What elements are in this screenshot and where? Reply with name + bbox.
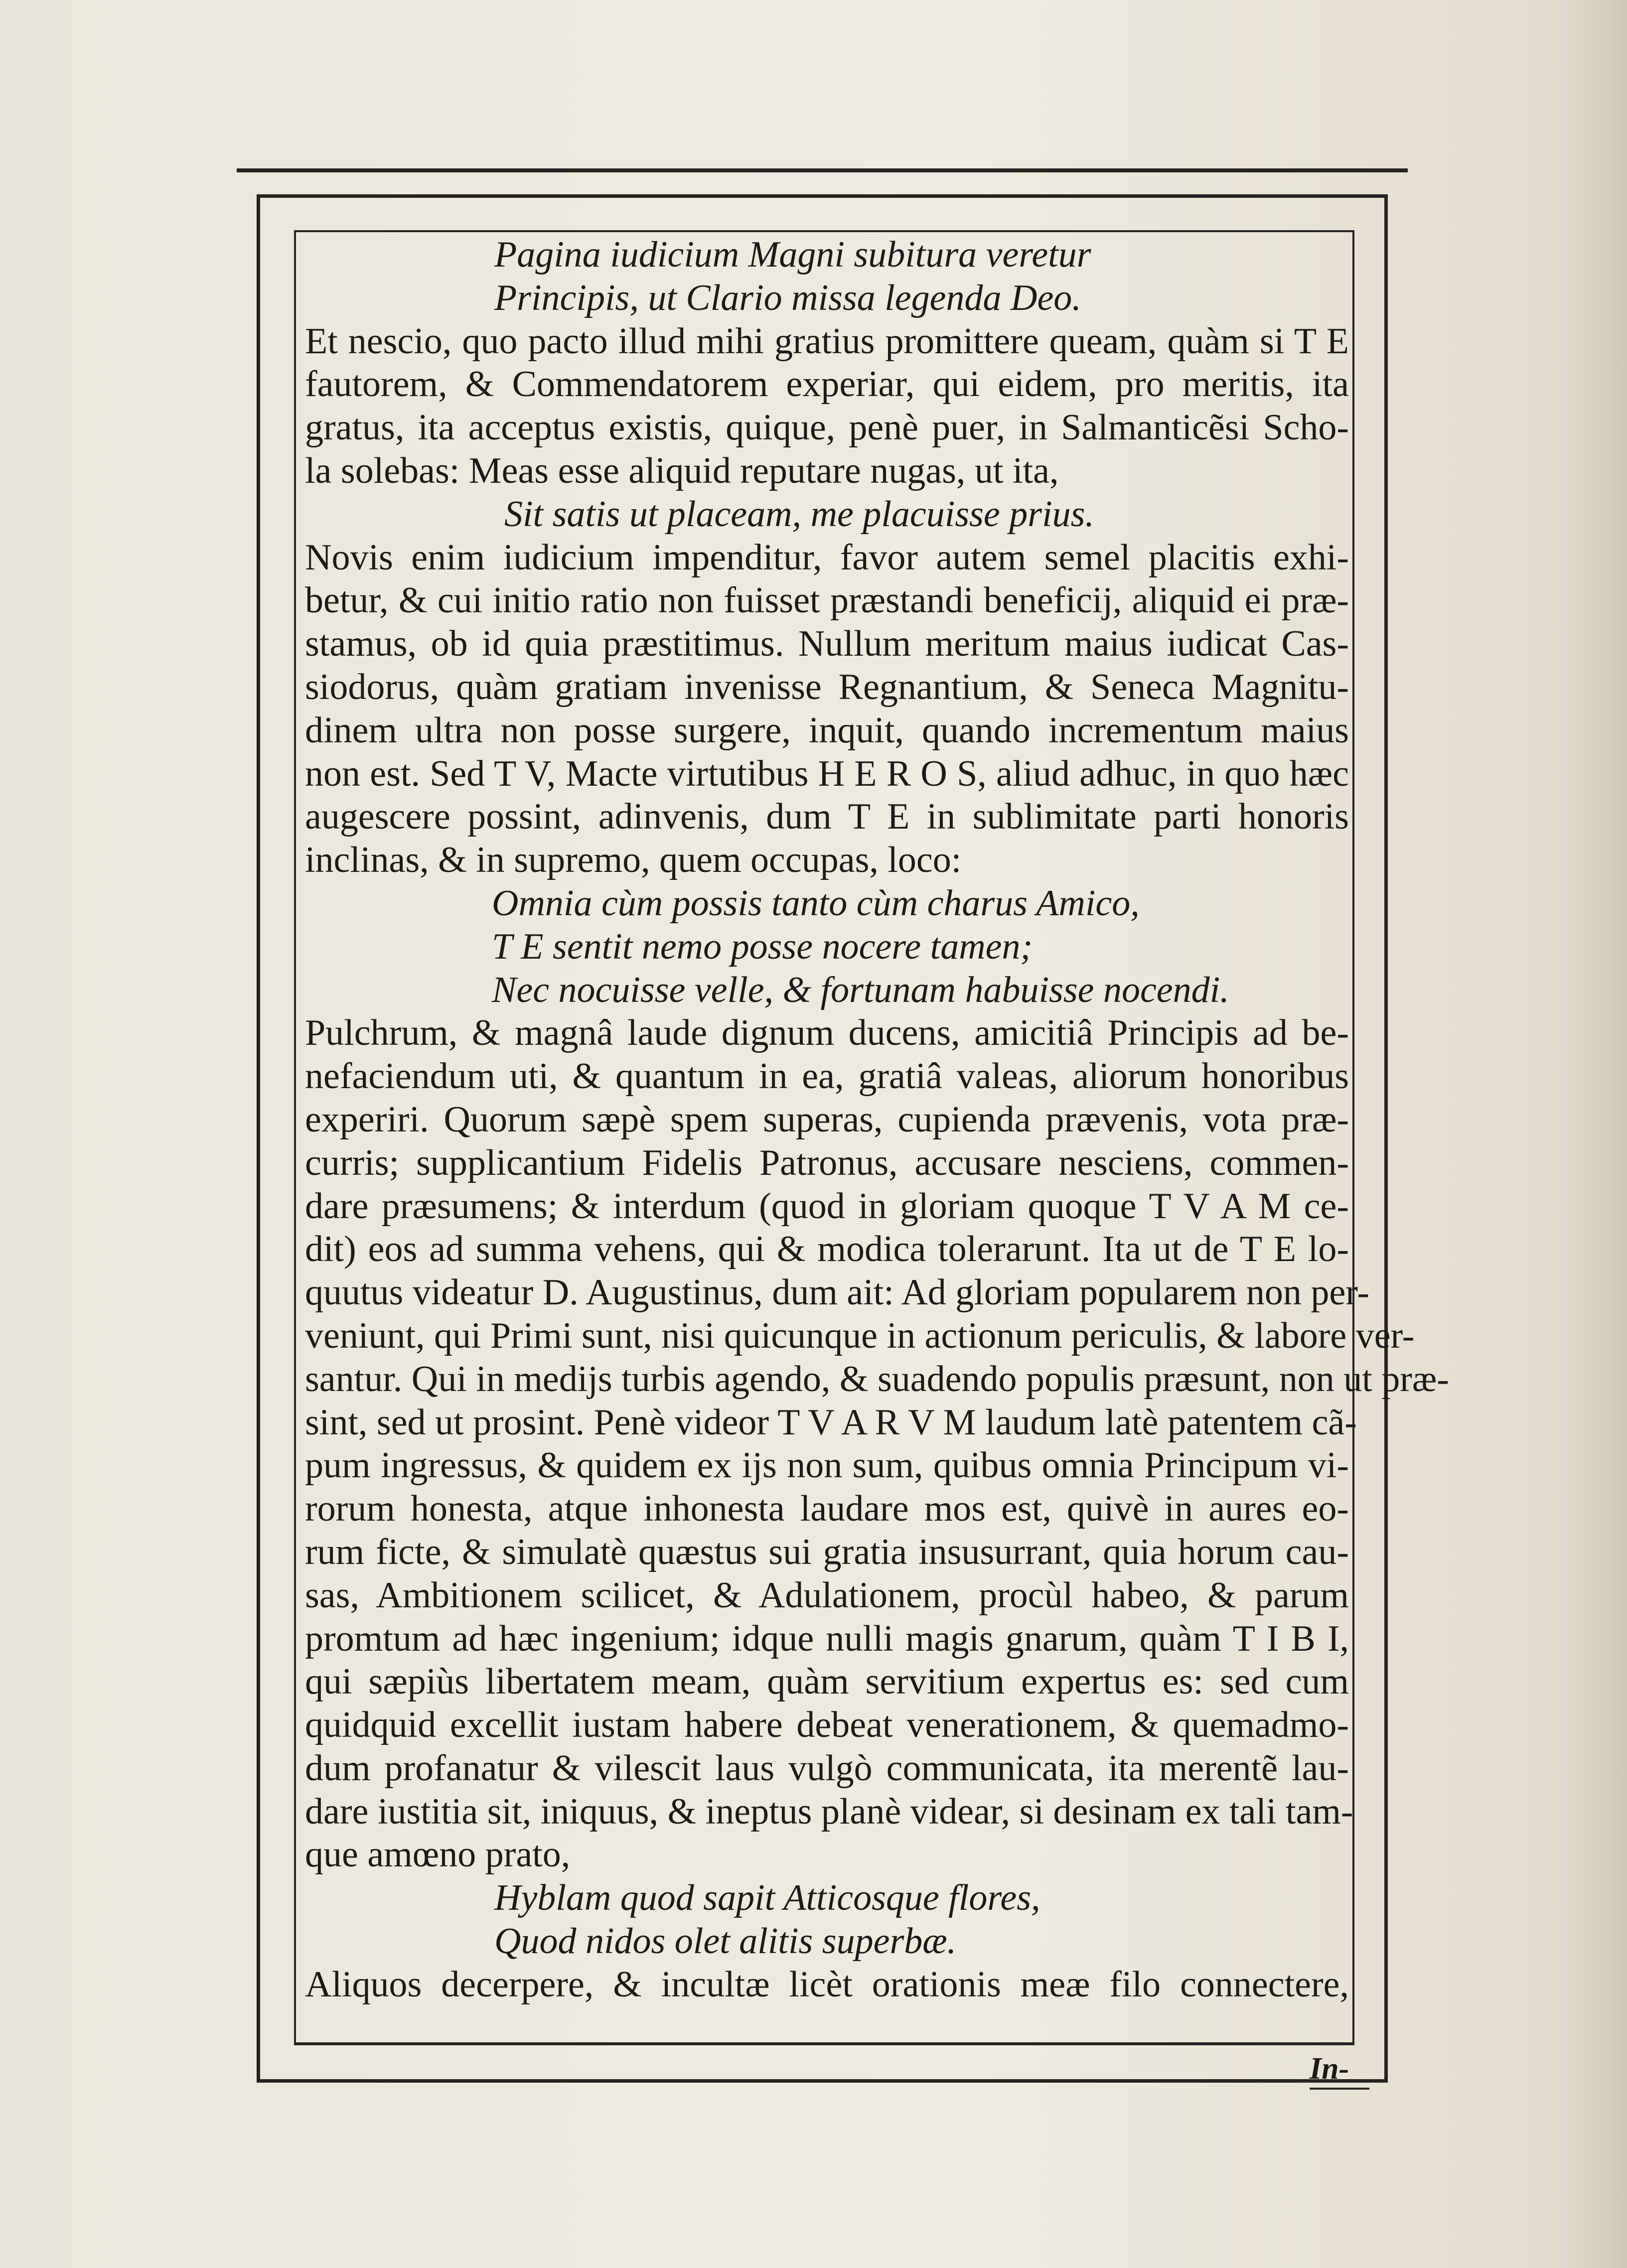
prose-line: promtum ad hæc ingenium; idque nulli magis gnarum, quàm T I B I,: [305, 1618, 1349, 1659]
verse-line: Principis, ut Clario missa legenda Deo.: [494, 277, 1081, 318]
prose-line: pum ingressus, & quidem ex ijs non sum, quibus omnia Principum vi-: [305, 1445, 1349, 1486]
text-block: [305, 233, 1449, 2006]
prose-line: rorum honesta, atque inhonesta laudare mos est, quivè in aures eo-: [305, 1488, 1349, 1530]
prose-line: siodorus, quàm gratiam invenisse Regnantium, & Seneca Magnitu-: [305, 666, 1349, 708]
prose-line: stamus, ob id quia præstitimus. Nullum meritum maius iudicat Cas-: [305, 623, 1349, 665]
verse-line: Pagina iudicium Magni subitura veretur: [494, 234, 1091, 275]
verse-line: Sit satis ut placeam, me placuisse prius.: [504, 493, 1094, 535]
prose-line: augescere possint, adinvenis, dum T E in sublimitate parti honoris: [305, 796, 1349, 838]
top-rule: [237, 168, 1408, 172]
prose-line: dinem ultra non posse surgere, inquit, quando incrementum maius: [305, 709, 1349, 751]
prose-line: dare iustitia sit, iniquus, & ineptus planè videar, si desinam ex tali tam-: [305, 1791, 1353, 1832]
prose-line: non est. Sed T V, Macte virtutibus H E R O S, aliud adhuc, in quo hæc: [305, 753, 1349, 794]
prose-line: veniunt, qui Primi sunt, nisi quicunque in actionum periculis, & labore ver-: [305, 1315, 1415, 1356]
prose-line: Aliquos decerpere, & incultæ licèt orationis meæ filo connectere,: [305, 1964, 1349, 2005]
prose-line: inclinas, & in supremo, quem occupas, loco:: [305, 840, 962, 881]
prose-line: qui sæpiùs libertatem meam, quàm servitium expertus es: sed cum: [305, 1661, 1349, 1702]
prose-line: Pulchrum, & magnâ laude dignum ducens, amicitiâ Principis ad be-: [305, 1012, 1349, 1054]
verse-line: Hyblam quod sapit Atticosque flores,: [494, 1877, 1040, 1919]
verse-line: Omnia cùm possis tanto cùm charus Amico,: [492, 882, 1140, 924]
verse-line: T E sentit nemo posse nocere tamen;: [492, 926, 1033, 967]
page-gutter-shadow: [1557, 0, 1627, 2268]
catchword-underline: [1310, 2088, 1369, 2090]
verse-line: Nec nocuisse velle, & fortunam habuisse nocendi.: [492, 969, 1229, 1010]
prose-line: gratus, ita acceptus existis, quique, penè puer, in Salmanticẽsi Scho-: [305, 407, 1349, 448]
prose-line: que amœno prato,: [305, 1834, 571, 1875]
prose-line: rum ficte, & simulatè quæstus sui gratia insusurrant, quia horum cau-: [305, 1531, 1349, 1572]
prose-line: la solebas: Meas esse aliquid reputare nugas, ut ita,: [305, 450, 1059, 491]
prose-line: experiri. Quorum sæpè spem superas, cupienda prævenis, vota præ-: [305, 1099, 1349, 1140]
prose-line: sas, Ambitionem scilicet, & Adulationem, procùl habeo, & parum: [305, 1574, 1349, 1616]
prose-line: quutus videatur D. Augustinus, dum ait: Ad gloriam popularem non per-: [305, 1272, 1370, 1313]
prose-line: quidquid excellit iustam habere debeat venerationem, & quemadmo-: [305, 1704, 1349, 1746]
catchword: In-: [1310, 2052, 1349, 2086]
prose-line: nefaciendum uti, & quantum in ea, gratiâ valeas, aliorum honoribus: [305, 1056, 1349, 1097]
prose-line: curris; supplicantium Fidelis Patronus, accusare nesciens, commen-: [305, 1142, 1349, 1183]
prose-line: dum profanatur & vilescit laus vulgò communicata, ita merentẽ lau-: [305, 1747, 1349, 1789]
prose-line: dit) eos ad summa vehens, qui & modica tolerarunt. Ita ut de T E lo-: [305, 1229, 1349, 1270]
prose-line: betur, & cui initio ratio non fuisset præstandi beneficij, aliquid ei præ-: [305, 580, 1349, 621]
verse-line: Quod nidos olet alitis superbæ.: [494, 1921, 957, 1962]
prose-line: dare præsumens; & interdum (quod in gloriam quoque T V A M ce-: [305, 1185, 1349, 1227]
prose-line: Et nescio, quo pacto illud mihi gratius promittere queam, quàm si T E: [305, 320, 1349, 362]
prose-line: fautorem, & Commendatorem experiar, qui eidem, pro meritis, ita: [305, 364, 1349, 405]
prose-line: santur. Qui in medijs turbis agendo, & suadendo populis præsunt, non ut præ-: [305, 1358, 1449, 1400]
prose-line: Novis enim iudicium impenditur, favor autem semel placitis exhi-: [305, 537, 1349, 578]
prose-line: sint, sed ut prosint. Penè videor T V A R V M laudum latè patentem cã-: [305, 1402, 1357, 1443]
